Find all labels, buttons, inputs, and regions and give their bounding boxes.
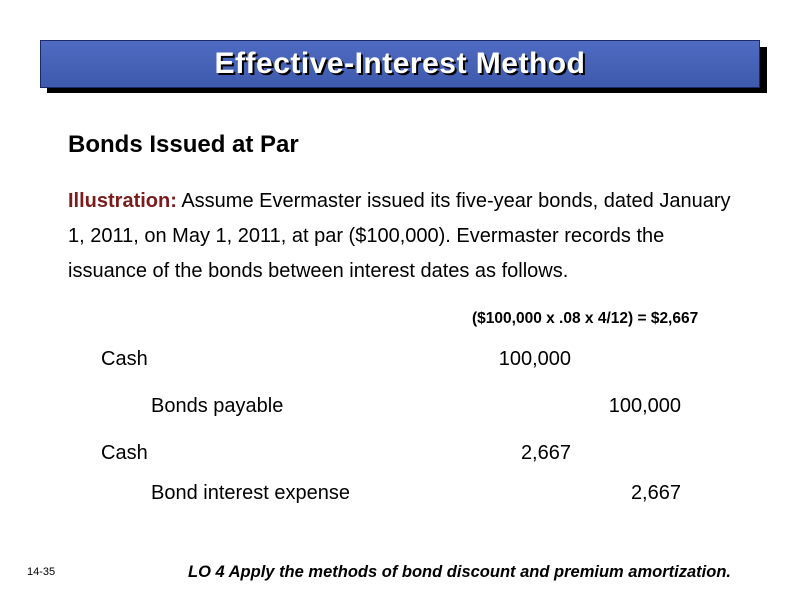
slide-subtitle: Bonds Issued at Par bbox=[68, 131, 299, 158]
illustration-paragraph bbox=[68, 184, 748, 289]
title-bar bbox=[40, 40, 760, 88]
slide-title: Effective-Interest Method bbox=[214, 47, 586, 80]
learning-objective: LO 4 Apply the methods of bond discount and premium amortization. bbox=[188, 563, 731, 581]
entry-account: Bonds payable bbox=[151, 395, 284, 417]
entry-debit: 100,000 bbox=[498, 348, 571, 370]
entry-account: Bond interest expense bbox=[151, 482, 351, 504]
illustration-text: Assume Evermaster issued its five-year bonds, dated January 1, 2011, on May 1, 2011, at par ($100,000). Evermaster records the issuance of the bonds between interest dates as follows. bbox=[68, 190, 731, 282]
entry-credit: 100,000 bbox=[608, 395, 681, 417]
calculation-note: ($100,000 x .08 x 4/12) = $2,667 bbox=[472, 310, 699, 327]
illustration-label: Illustration: bbox=[68, 190, 177, 212]
entry-debit: 2,667 bbox=[520, 442, 571, 464]
entry-credit: 2,667 bbox=[630, 482, 681, 504]
page-number: 14-35 bbox=[27, 566, 56, 578]
entry-account: Cash bbox=[101, 442, 148, 464]
entry-account: Cash bbox=[101, 348, 148, 370]
